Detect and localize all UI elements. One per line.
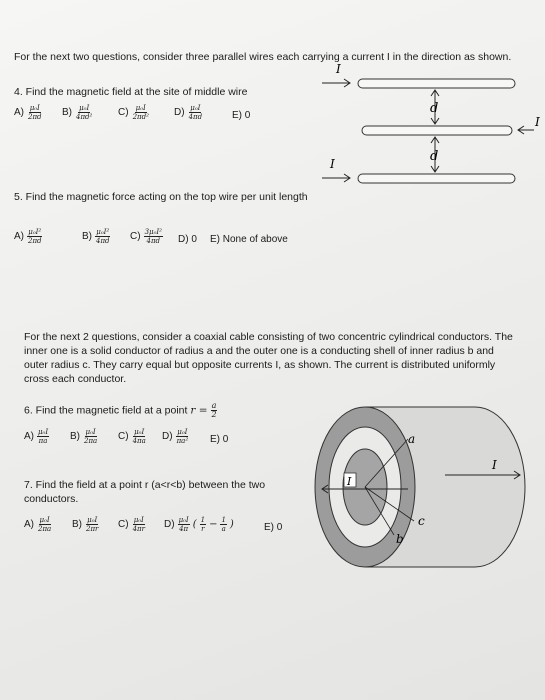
- inner-current-label: I: [347, 475, 352, 488]
- radius-label-b: b: [396, 532, 404, 546]
- point-expression: r =: [190, 404, 208, 417]
- option-fraction: $\frac{\text{μ₀I}}{2\pi a}$: [38, 516, 52, 533]
- option-label: C): [118, 107, 129, 118]
- q7-option-c[interactable]: [118, 516, 146, 533]
- spacing-label-top: d: [430, 101, 439, 116]
- minus-sign: −: [209, 519, 218, 530]
- option-fraction: $\frac{\text{μ₀I}}{\pi a}$: [38, 428, 49, 445]
- intro-coax: For the next 2 questions, consider a coaxial cable consisting of two concentric cylindrical conductors. The inner one is a solid conductor of radius a and the outer one is a conducting shell of inner radius b and outer radius c. They carry equal but opposite currents I, as shown. The current is distributed uniformly cross each conductor.: [24, 331, 513, 385]
- q7-option-a[interactable]: [24, 516, 52, 533]
- q4-option-a[interactable]: [14, 104, 43, 121]
- middle-wire: [362, 126, 512, 135]
- q7-option-e[interactable]: [264, 522, 282, 533]
- option-label: B): [72, 519, 82, 530]
- outer-current-label: I: [492, 458, 497, 472]
- q4-option-d[interactable]: [174, 104, 203, 121]
- option-label: B): [62, 107, 72, 118]
- q4-option-c[interactable]: [118, 104, 150, 121]
- option-fraction: $\frac{\text{μ₀I}}{4\pi r}$: [132, 516, 145, 533]
- option-label: D) 0: [178, 234, 197, 245]
- radius-label-c: c: [418, 514, 425, 528]
- option-label: E) 0: [210, 434, 229, 445]
- three-wires-diagram: [310, 60, 540, 190]
- q7-option-d[interactable]: [164, 516, 234, 533]
- q5-option-d[interactable]: [178, 234, 197, 245]
- option-fraction: $\frac{\text{μ₀I}}{\text{πa²}}$: [176, 428, 189, 445]
- option-fraction: $\frac{\text{μ₀I}}{2\pi d}$: [28, 104, 42, 121]
- option-fraction: $\frac{\text{3μ₀I²}}{4\pi d}$: [144, 228, 162, 245]
- option-fraction: $\frac{\text{μ₀I}}{\text{4πd²}}$: [76, 104, 93, 121]
- option-fraction: $\frac{\text{μ₀I²}}{4\pi d}$: [96, 228, 110, 245]
- q5-option-e[interactable]: [210, 234, 288, 245]
- paren-open: (: [192, 519, 197, 530]
- top-current-label: I: [336, 62, 341, 76]
- option-label: D): [162, 431, 173, 442]
- question-6-title: [24, 402, 218, 419]
- option-label: E) None of above: [210, 234, 288, 245]
- bottom-current-label: I: [330, 157, 335, 171]
- option-label: E) 0: [264, 522, 283, 533]
- option-fraction: $\frac{\text{μ₀I}}{\text{2πd²}}$: [132, 104, 149, 121]
- q6-option-c[interactable]: [118, 428, 147, 445]
- q7-option-b[interactable]: [72, 516, 99, 533]
- top-wire: [358, 79, 515, 88]
- spacing-label-bottom: d: [430, 149, 439, 164]
- option-label: E) 0: [232, 110, 251, 121]
- q6-option-e[interactable]: [210, 434, 228, 445]
- option-fraction: $\frac{\text{μ₀I}}{4\pi a}$: [132, 428, 146, 445]
- option-label: D): [164, 519, 175, 530]
- inner-fraction-1: $\frac{1}{r}$: [200, 516, 206, 533]
- option-fraction: $\frac{\text{μ₀I}}{4\pi d}$: [188, 104, 203, 121]
- middle-current-label: I: [535, 115, 540, 129]
- point-fraction: $\frac{a}{2}$: [211, 401, 217, 419]
- q6-option-b[interactable]: [70, 428, 98, 445]
- option-label: A): [24, 431, 34, 442]
- option-label: C): [130, 231, 141, 242]
- radius-label-a: a: [408, 432, 416, 446]
- paren-close: ): [229, 519, 234, 530]
- q5-option-a[interactable]: [14, 228, 43, 245]
- option-label: C): [118, 519, 129, 530]
- q6-option-a[interactable]: [24, 428, 49, 445]
- question-7-title: 7. Find the field at a point r (a<r<b) between the two conductors.: [24, 479, 266, 505]
- inner-fraction-2: $\frac{1}{a}$: [221, 516, 226, 533]
- option-label: B): [70, 431, 80, 442]
- option-fraction: $\frac{\text{μ₀I}}{2\pi a}$: [84, 428, 98, 445]
- option-label: A): [14, 231, 24, 242]
- option-fraction: $\frac{\text{μ₀I}}{4\pi}$: [178, 516, 189, 533]
- q4-option-e[interactable]: [232, 110, 250, 121]
- option-fraction: $\frac{\text{μ₀I²}}{2\pi d}$: [28, 228, 42, 245]
- option-label: A): [14, 107, 24, 118]
- option-label: A): [24, 519, 34, 530]
- option-label: C): [118, 431, 129, 442]
- bottom-wire: [358, 174, 515, 183]
- q6-option-d[interactable]: [162, 428, 189, 445]
- q5-option-b[interactable]: [82, 228, 111, 245]
- question-4-title: 4. Find the magnetic field at the site of middle wire: [14, 86, 248, 98]
- option-label: B): [82, 231, 92, 242]
- coax-cable-diagram: [310, 385, 540, 575]
- option-label: D): [174, 107, 185, 118]
- intro-wires: For the next two questions, consider three parallel wires each carrying a current I in the direction as shown.: [14, 51, 512, 63]
- q4-option-b[interactable]: [62, 104, 93, 121]
- q5-option-c[interactable]: [130, 228, 163, 245]
- question-6-text: 6. Find the magnetic field at a point: [24, 404, 188, 417]
- option-fraction: $\frac{\text{μ₀I}}{2\pi r}$: [86, 516, 99, 533]
- question-5-title: 5. Find the magnetic force acting on the top wire per unit length: [14, 191, 308, 203]
